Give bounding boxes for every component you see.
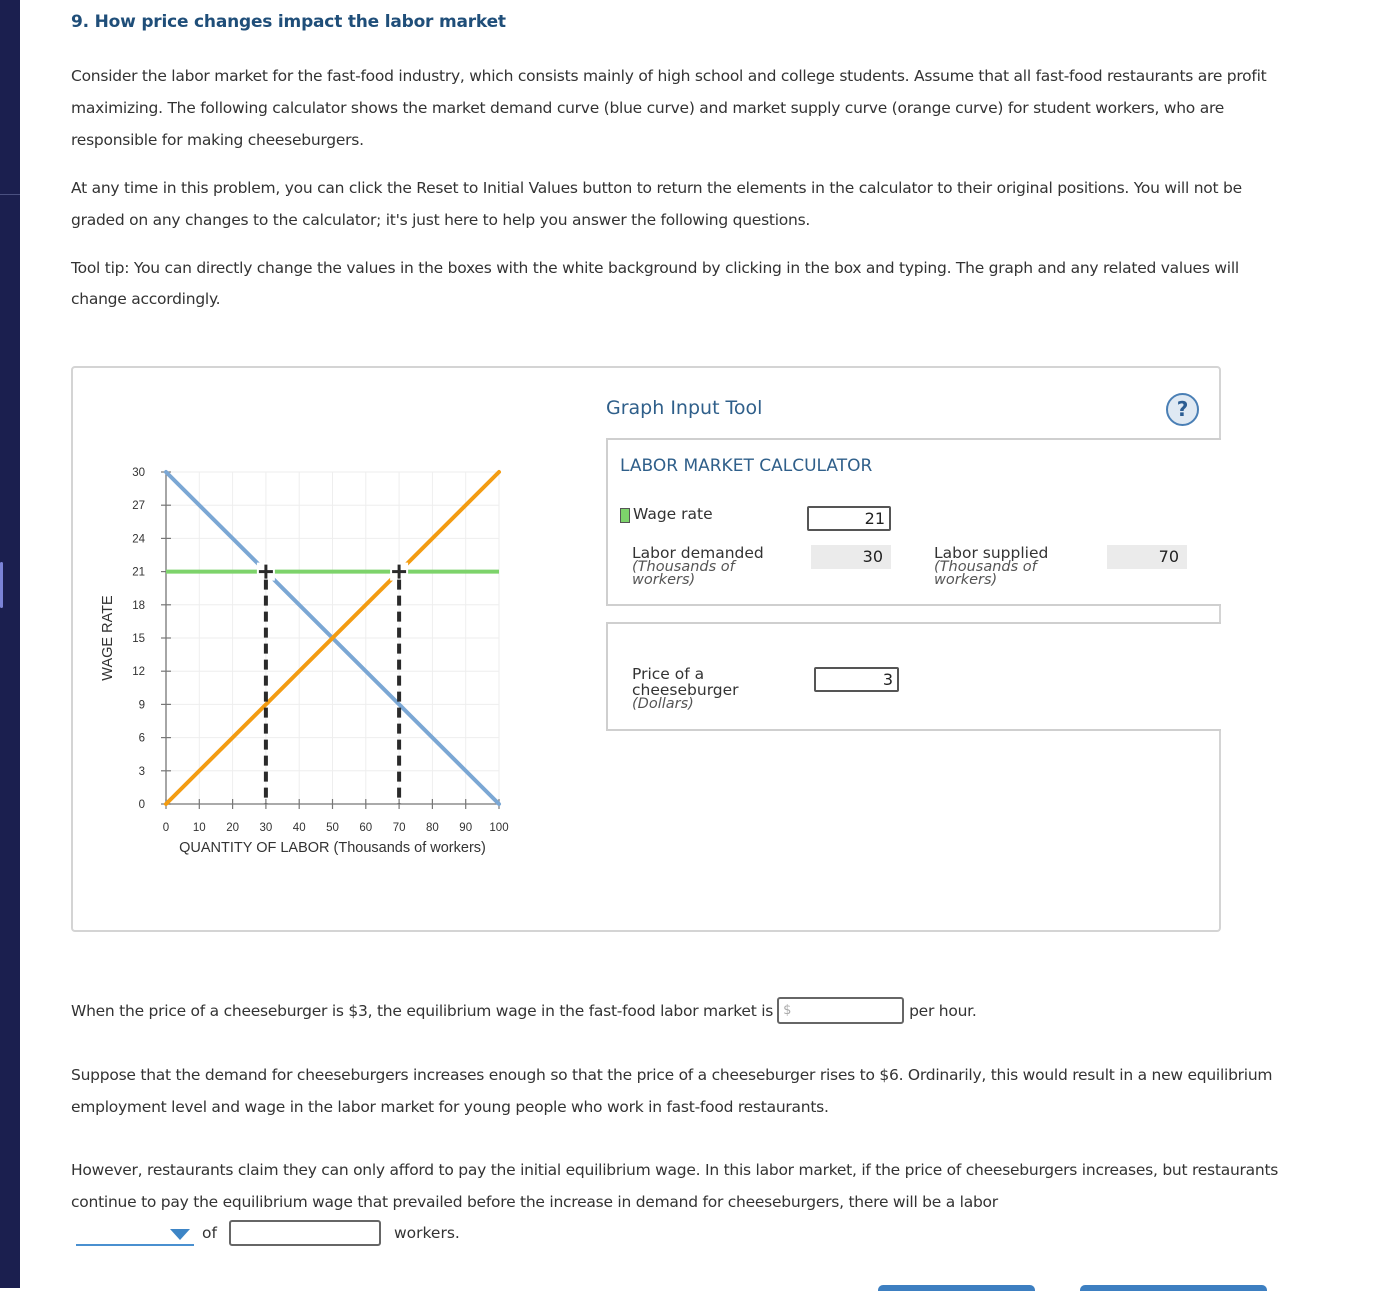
q2-of: of — [202, 1224, 217, 1242]
svg-text:70: 70 — [392, 822, 406, 834]
svg-text:100: 100 — [489, 822, 509, 834]
price-label — [632, 666, 792, 711]
labor-shortage-surplus-dropdown[interactable] — [76, 1220, 194, 1246]
graph-input-tool-title: Graph Input Tool — [606, 397, 763, 419]
svg-text:0: 0 — [162, 822, 170, 834]
svg-text:90: 90 — [459, 822, 473, 834]
price-units: (Dollars) — [632, 696, 694, 712]
price-input[interactable]: 3 — [814, 667, 899, 692]
q1-text: When the price of a cheeseburger is $3, the equilibrium wage in the fast-food labor market is — [71, 1001, 774, 1020]
bottom-button-left[interactable] — [878, 1285, 1035, 1291]
labor-market-calculator — [606, 438, 1221, 606]
labor-supplied-value: 70 — [1107, 545, 1187, 569]
svg-text:50: 50 — [326, 822, 339, 834]
labor-demanded-label — [632, 545, 802, 587]
workers-quantity-input[interactable] — [229, 1220, 381, 1246]
svg-text:20: 20 — [226, 822, 239, 834]
svg-text:15: 15 — [132, 633, 145, 645]
wage-rate-legend-swatch — [620, 508, 630, 523]
paragraph-restaurants-claim: However, restaurants claim they can only afford to pay the initial equilibrium wage. In this labor market, if the price of cheeseburgers increases, but restaurants continue to pay the equilibrium wage that prevailed before the increase in demand for cheeseburgers, there will be a labor — [71, 1161, 1279, 1211]
question-title: 9. How price changes impact the labor market — [71, 12, 506, 32]
question-2 — [76, 1220, 460, 1246]
left-sidebar — [0, 0, 20, 1288]
labor-market-graph[interactable] — [73, 368, 613, 928]
labor-supplied-title: Labor supplied — [934, 544, 1049, 562]
svg-text:6: 6 — [138, 732, 145, 745]
labor-demanded-title: Labor demanded — [632, 544, 764, 562]
wage-rate-input[interactable]: 21 — [807, 506, 891, 531]
svg-text:18: 18 — [132, 599, 145, 612]
bottom-button-right[interactable] — [1080, 1285, 1267, 1291]
chevron-down-icon — [170, 1229, 190, 1240]
svg-text:24: 24 — [132, 533, 145, 546]
svg-text:30: 30 — [132, 467, 145, 479]
svg-text:0: 0 — [138, 799, 145, 811]
labor-demanded-units: (Thousands of workers) — [632, 559, 735, 588]
price-label-line2: cheeseburger — [632, 681, 739, 699]
sidebar-divider — [0, 194, 20, 195]
svg-text:60: 60 — [359, 822, 373, 834]
question-1 — [71, 997, 977, 1024]
svg-text:9: 9 — [138, 699, 145, 712]
svg-text:10: 10 — [192, 822, 206, 834]
svg-text:QUANTITY OF LABOR (Thousands o: QUANTITY OF LABOR (Thousands of workers) — [179, 840, 486, 856]
svg-text:30: 30 — [259, 822, 273, 834]
intro-paragraph-2: At any time in this problem, you can click the Reset to Initial Values button to return the elements in the calculator to their original positions. You will not be graded on any changes to the calculator; it's just here to help you answer the following questions. — [71, 179, 1242, 229]
labor-supplied-label — [934, 545, 1104, 587]
tool-tip-paragraph: Tool tip: You can directly change the values in the boxes with the white background by clicking in the box and typing. The graph and any related values will change accordingly. — [71, 259, 1239, 308]
labor-demanded-value: 30 — [811, 545, 891, 569]
graph-input-tool-frame — [71, 366, 1221, 932]
wage-rate-label: Wage rate — [633, 505, 713, 523]
sidebar-tab[interactable] — [0, 562, 3, 608]
help-icon[interactable]: ? — [1166, 393, 1199, 426]
svg-text:12: 12 — [132, 666, 145, 679]
paragraph-demand-increase: Suppose that the demand for cheeseburgers increases enough so that the price of a cheeseburger rises to $6. Ordinarily, this would result in a new equilibrium employment level and wage in the labor market for young people who work in fast-food restaurants. — [71, 1066, 1273, 1116]
price-calculator — [606, 622, 1221, 731]
svg-text:80: 80 — [426, 822, 439, 834]
svg-text:3: 3 — [138, 765, 145, 778]
q1-suffix: per hour. — [909, 1001, 977, 1020]
intro-paragraph-1: Consider the labor market for the fast-food industry, which consists mainly of high school and college students. Assume that all fast-food restaurants are profit maximizing. The following calculator shows the market demand curve (blue curve) and market supply curve (orange curve) for student workers, who are responsible for making cheeseburgers. — [71, 67, 1267, 149]
labor-supplied-units: (Thousands of workers) — [934, 559, 1037, 588]
calculator-title: LABOR MARKET CALCULATOR — [620, 456, 873, 476]
equilibrium-wage-input[interactable]: $ — [777, 997, 904, 1024]
svg-text:21: 21 — [132, 566, 145, 579]
svg-text:40: 40 — [292, 822, 306, 834]
q2-suffix: workers. — [393, 1224, 460, 1242]
svg-text:27: 27 — [132, 500, 145, 513]
price-label-line1: Price of a — [632, 665, 705, 683]
svg-text:WAGE RATE: WAGE RATE — [100, 595, 116, 681]
